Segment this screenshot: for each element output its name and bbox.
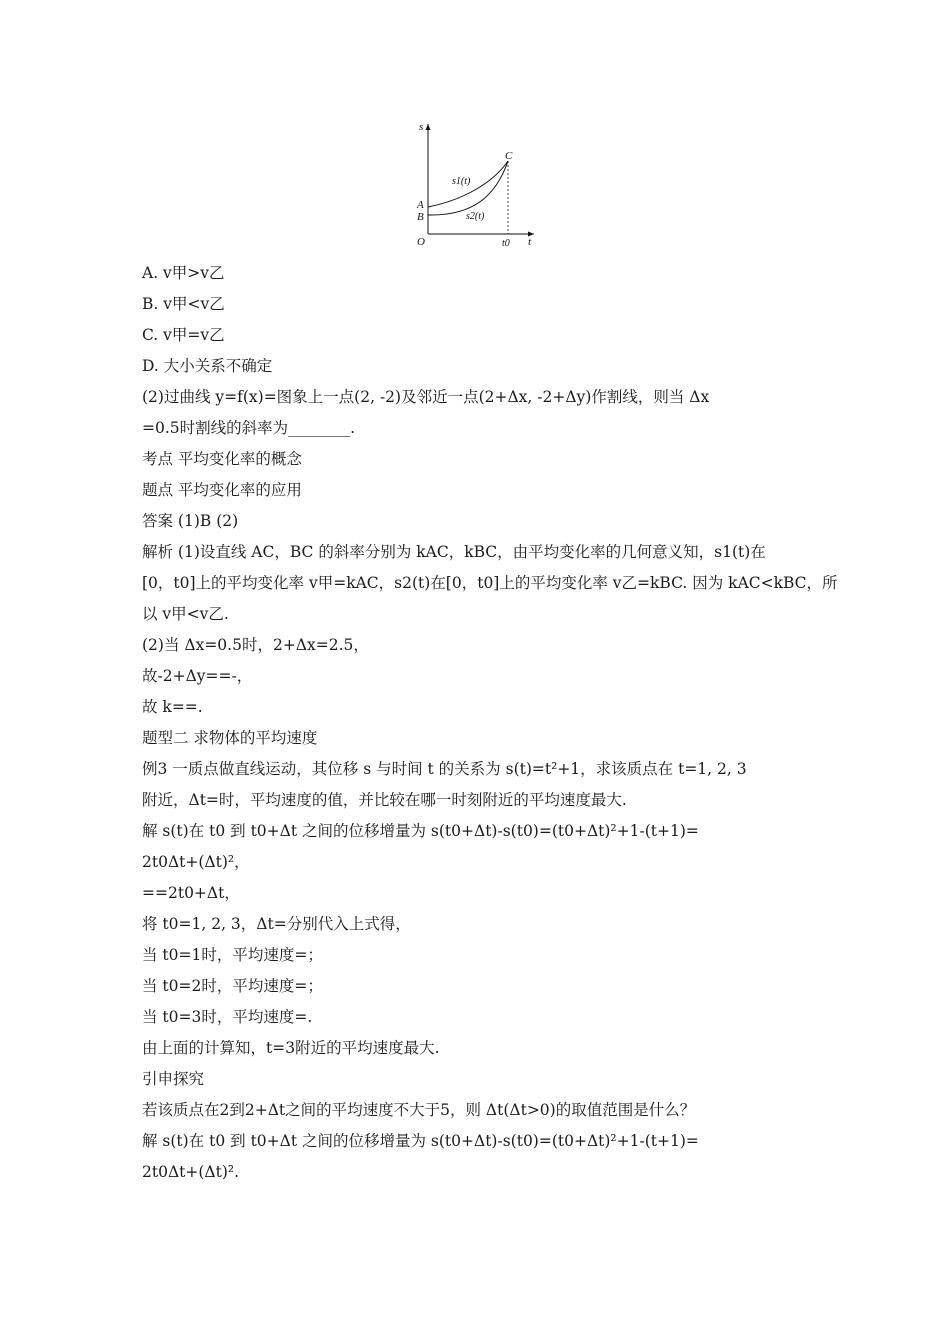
label-a: A [417, 199, 424, 211]
analysis-line-4: (2)当 Δx=0.5时，2+Δx=2.5， [142, 636, 369, 654]
solution-line-3: ==2t0+Δt， [142, 884, 240, 902]
label-c: C [505, 150, 513, 162]
solution-line-1: 解 s(t)在 t0 到 t0+Δt 之间的位移增量为 s(t0+Δt)-s(t0)=(t0+Δt)²+1-(t+1)= [142, 822, 699, 840]
analysis-line-5: 故-2+Δy==-， [142, 667, 253, 685]
s-axis-arrow [426, 124, 431, 130]
solution-conclusion: 由上面的计算知，t=3附近的平均速度最大. [142, 1039, 440, 1057]
label-s: s [419, 121, 424, 133]
label-t: t [528, 236, 532, 248]
extension-question: 若该质点在2到2+Δt之间的平均速度不大于5，则 Δt(Δt>0)的取值范围是什么？ [142, 1101, 696, 1119]
label-s2: s2(t) [466, 211, 485, 222]
document-body [142, 258, 838, 1188]
graph-svg [408, 118, 538, 250]
label-t0: t0 [502, 238, 510, 249]
section-heading-type-2: 题型二 求物体的平均速度 [142, 729, 318, 747]
analysis-line-6: 故 k==. [142, 698, 203, 716]
position-time-graph [408, 118, 538, 250]
extension-heading: 引申探究 [142, 1070, 205, 1088]
solution-line-4: 将 t0=1, 2, 3，Δt=分别代入上式得， [142, 915, 411, 933]
solution-line-5: 当 t0=1时，平均速度=； [142, 946, 323, 964]
answer: 答案 (1)B (2) [142, 512, 239, 530]
example-3-line-2: 附近，Δt=时，平均速度的值，并比较在哪一时刻附近的平均速度最大. [142, 791, 627, 809]
analysis-line-3: 以 v甲<v乙. [142, 605, 229, 623]
label-origin: O [417, 236, 425, 248]
option-d: D. 大小关系不确定 [142, 357, 273, 375]
analysis-line-2: [0，t0]上的平均变化率 v甲=kAC，s2(t)在[0，t0]上的平均变化率 v乙=kBC. 因为 kAC<kBC，所 [142, 574, 838, 592]
example-3-line-1: 例3 一质点做直线运动，其位移 s 与时间 t 的关系为 s(t)=t²+1，求该质点在 t=1, 2, 3 [142, 760, 747, 778]
question-2-line-1: (2)过曲线 y=f(x)=图象上一点(2, -2)及邻近一点(2+Δx, -2+Δy)作割线，则当 Δx [142, 388, 710, 406]
label-b: B [417, 211, 424, 223]
question-2-line-2: =0.5时割线的斜率为________. [142, 419, 356, 437]
solution-line-2: 2t0Δt+(Δt)²， [142, 853, 250, 871]
curve-s2 [428, 161, 508, 215]
knowledge-point: 考点 平均变化率的概念 [142, 450, 302, 468]
solution-line-6: 当 t0=2时，平均速度=； [142, 977, 323, 995]
option-a: A. v甲>v乙 [142, 264, 225, 282]
extension-solution-line-2: 2t0Δt+(Δt)². [142, 1163, 240, 1181]
extension-solution-line-1: 解 s(t)在 t0 到 t0+Δt 之间的位移增量为 s(t0+Δt)-s(t0)=(t0+Δt)²+1-(t+1)= [142, 1132, 699, 1150]
option-b: B. v甲<v乙 [142, 295, 225, 313]
solution-line-7: 当 t0=3时，平均速度=. [142, 1008, 313, 1026]
option-c: C. v甲=v乙 [142, 326, 225, 344]
label-s1: s1(t) [452, 176, 471, 187]
analysis-line-1: 解析 (1)设直线 AC，BC 的斜率分别为 kAC，kBC，由平均变化率的几何意义知，s1(t)在 [142, 543, 766, 561]
question-point: 题点 平均变化率的应用 [142, 481, 302, 499]
